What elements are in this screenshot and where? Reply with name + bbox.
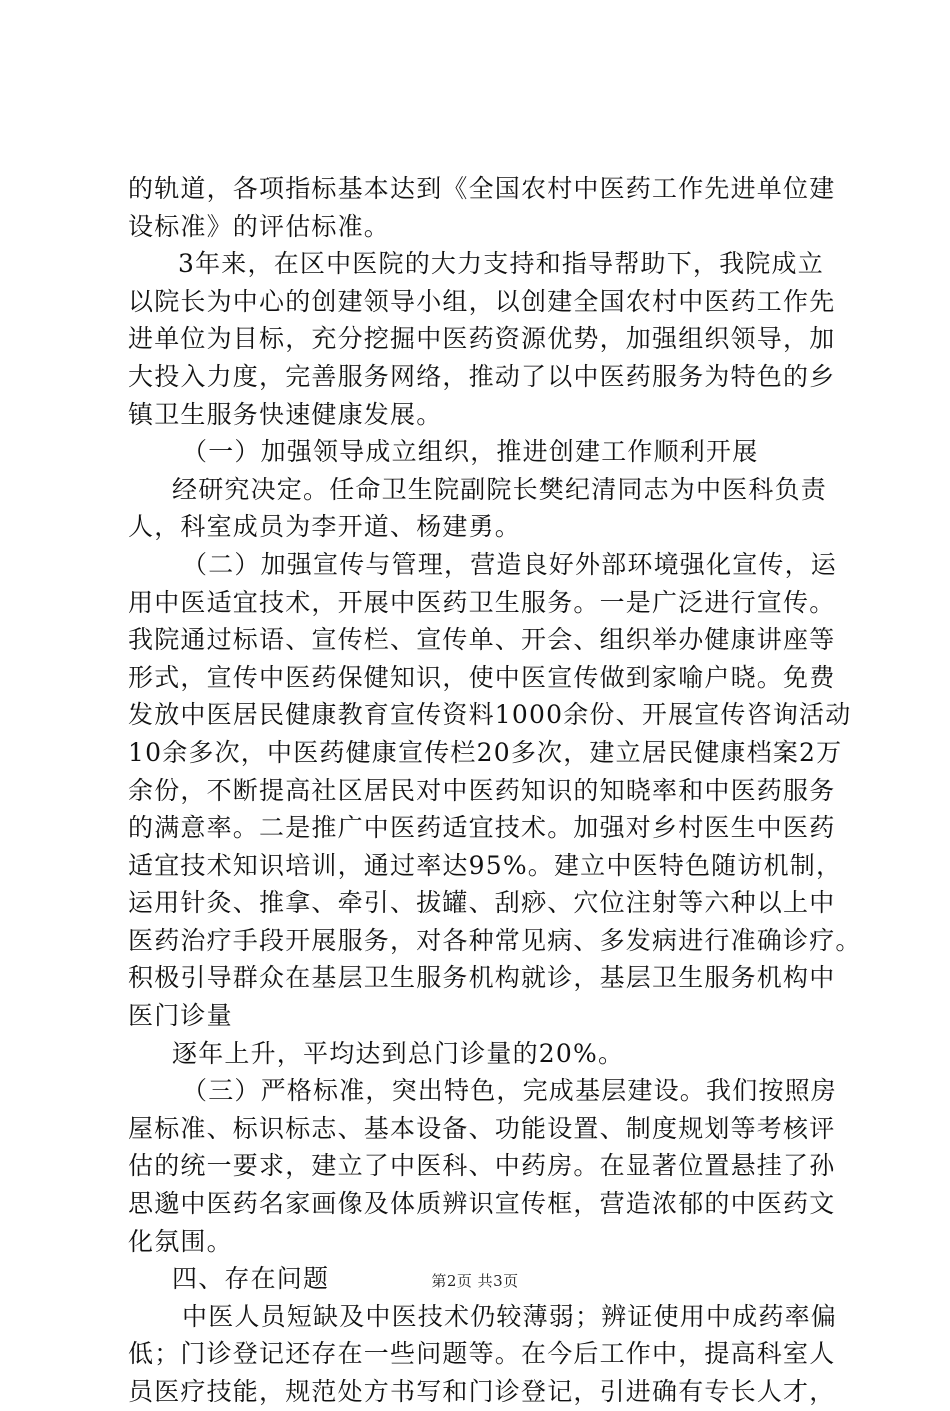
text-line: 化氛围。	[128, 1226, 233, 1256]
text-line: 积极引导群众在基层卫生服务机构就诊，基层卫生服务机构中	[128, 963, 836, 993]
text-line: 屋标准、标识标志、基本设备、功能设置、制度规划等考核评	[128, 1113, 836, 1143]
text-line: 进单位为目标，充分挖掘中医药资源优势，加强组织领导，加	[128, 324, 836, 354]
text-line: 适宜技术知识培训，通过率达95%。建立中医特色随访机制，	[128, 850, 843, 880]
text-line: 镇卫生服务快速健康发展。	[128, 399, 443, 429]
text-line: 形式，宣传中医药保健知识，使中医宣传做到家喻户晓。免费	[128, 662, 836, 692]
text-line: 医药治疗手段开展服务，对各种常见病、多发病进行准确诊疗。	[128, 925, 862, 955]
text-line: 我院通过标语、宣传栏、宣传单、开会、组织举办健康讲座等	[128, 625, 836, 655]
text-line: 3年来，在区中医院的大力支持和指导帮助下，我院成立	[178, 249, 824, 279]
text-line: 经研究决定。任命卫生院副院长樊纪清同志为中医科负责	[172, 474, 828, 504]
text-line: 思邈中医药名家画像及体质辨识宣传框，营造浓郁的中医药文	[128, 1189, 836, 1219]
text-line: （二）加强宣传与管理，营造良好外部环境强化宣传，运	[182, 549, 838, 579]
text-line: 估的统一要求，建立了中医科、中药房。在显著位置悬挂了孙	[128, 1151, 836, 1181]
text-line: 以院长为中心的创建领导小组，以创建全国农村中医药工作先	[128, 286, 836, 316]
page-footer	[0, 1270, 950, 1291]
text-line: 低；门诊登记还存在一些问题等。在今后工作中，提高科室人	[128, 1339, 836, 1369]
text-line: 余份，不断提高社区居民对中医药知识的知晓率和中医药服务	[128, 775, 836, 805]
text-line: 医门诊量	[128, 1001, 233, 1031]
text-line: 人，科室成员为李开道、杨建勇。	[128, 512, 522, 542]
text-line: 员医疗技能，规范处方书写和门诊登记，引进确有专长人才，	[128, 1377, 836, 1406]
section-heading: 四、存在问题	[172, 1264, 330, 1294]
text-line: 中医人员短缺及中医技术仍较薄弱；辨证使用中成药率偏	[182, 1301, 838, 1331]
text-line: 的满意率。二是推广中医药适宜技术。加强对乡村医生中医药	[128, 813, 836, 843]
document-body	[128, 170, 868, 1411]
text-line: 10余多次，中医药健康宣传栏20多次，建立居民健康档案2万	[128, 737, 843, 767]
text-line: （三）严格标准，突出特色，完成基层建设。我们按照房	[182, 1076, 838, 1106]
text-line: 运用针灸、推拿、牵引、拔罐、刮痧、穴位注射等六种以上中	[128, 888, 836, 918]
text-line: 逐年上升，平均达到总门诊量的20%。	[172, 1038, 625, 1068]
text-line: 的轨道，各项指标基本达到《全国农村中医药工作先进单位建	[128, 174, 836, 203]
text-line: 设标准》的评估标准。	[128, 211, 391, 241]
text-line: 发放中医居民健康教育宣传资料1000余份、开展宣传咨询活动	[128, 700, 852, 730]
text-line: 用中医适宜技术，开展中医药卫生服务。一是广泛进行宣传。	[128, 587, 836, 617]
page-number-label: 第2页 共3页	[431, 1272, 519, 1290]
section-heading: （一）加强领导成立组织，推进创建工作顺利开展	[182, 437, 759, 467]
text-line: 大投入力度，完善服务网络，推动了以中医药服务为特色的乡	[128, 361, 836, 391]
